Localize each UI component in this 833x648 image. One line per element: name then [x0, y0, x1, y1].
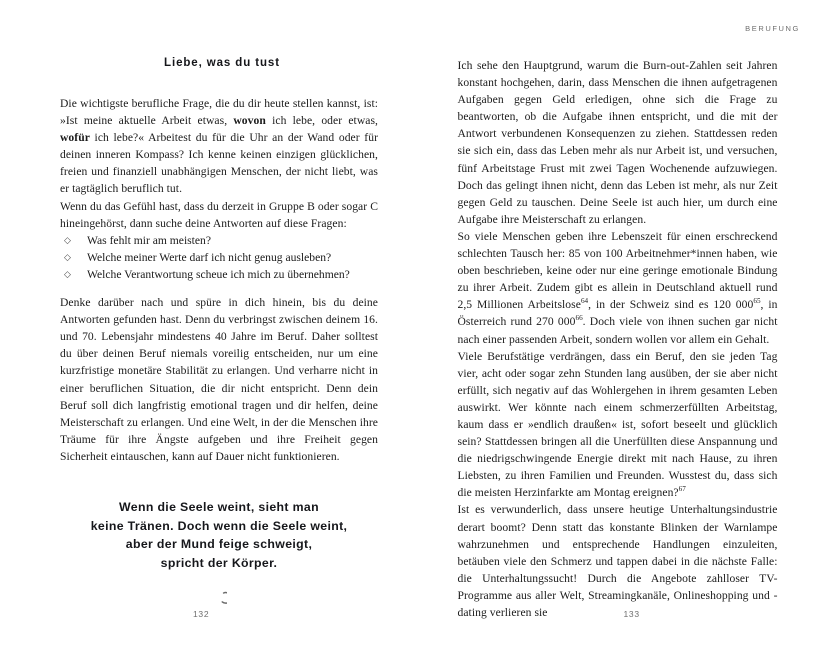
paragraph-3: Denke darüber nach und spüre in dich hinein, bis du deine Antworten gefunden hast. Denn du verbringst zwischen deinem 16. und 70. Lebensjahr mindestens 40 Jahre im Beruf. Daher solltest du über deinen Beruf niemals voreilig entscheiden, nur um eine kurzfristige monetäre Stabilität zu erlangen. Und verharre nicht in einer beruflichen Situation, die dir nicht entspricht. Denn dein Beruf soll dich langfristig emotional tragen und dir helfen, deine Meisterschaft zu erlangen. Und eine Welt, in der die Menschen ihre Träume für ihre Ängste aufgeben und ihre Freiheit gegen Sicherheit eintauschen, kann auf Dauer nicht funktionieren.: [60, 296, 378, 463]
diamond-bullet-icon: ◇: [64, 269, 71, 280]
page-number-left: 132: [193, 609, 210, 619]
paragraph-4: Ist es verwunderlich, dass unsere heutige Unterhaltungsindustrie derart boomt? Denn statt das konstante Blinken der Warnlampe wahrzunehmen und entsprechende Handlungen einzuleiten, betäuben viele den Schmerz und tappen dabei in die nächste Falle: die Unterhaltungssucht! Durch die Angebote zahlloser TV-Programme aus aller Welt, Streamingkanäle, Onlineshopping und -dating verlieren sie: [457, 503, 778, 619]
footnote-ref-64: 64: [580, 297, 589, 306]
pull-quote-line: spricht der Körper.: [160, 555, 278, 570]
footnote-ref-65: 65: [753, 297, 761, 306]
question-list: [60, 232, 378, 283]
paragraph-2-part-a: So viele Menschen geben ihre Lebenszeit für einen erschreckend schlechten Tausch her: 85 von 100 Arbeitnehmer*innen haben, wie oben beschrieben, keine oder nur eine geringe emotionale Bindung zu ihrer Arbeit. Zudem gibt es allein in Deutschland aktuell rund 2,5 Millionen Arbeitslose: [457, 229, 778, 312]
paragraph-3-part-a: Viele Berufstätige verdrängen, dass ein Beruf, den sie jeden Tag vier, acht oder sogar zehn Stunden lang ausüben, der sie aber nicht erfüllt, sich negativ auf das Wohlergehen in ihrem gesamten Leben auswirkt. Wer könnte nach einem schmerzerfüllten Arbeitstag, kaum dass er »endlich draußen« ist, sofort beseelt und glücklich sein? Stattdessen bringen all die Unerfüllten diese Anspannung und die niedrigschwingende Energie direkt mit nach Hause, zu ihren Liebsten, zu ihren Familien und Freunden. Wusstest du, dass sich die meisten Herzinfarkte am Montag ereignen?: [457, 349, 778, 500]
paragraph-1: [60, 95, 378, 198]
right-page-textblock: [458, 57, 778, 621]
page-number-right: 133: [623, 609, 640, 619]
running-head: BERUFUNG: [745, 24, 800, 33]
footnote-ref-66: 66: [575, 314, 583, 323]
paragraph-3: [458, 348, 778, 502]
page-title: Liebe, was du tust: [164, 57, 280, 69]
footnote-ref-67: 67: [678, 485, 686, 494]
diamond-bullet-icon: ◇: [64, 235, 71, 246]
paragraph-1: Ich sehe den Hauptgrund, warum die Burn-out-Zahlen seit Jahren konstant hochgehen, darin, dass Menschen die ihnen aufgetragenen Aufgaben gegen Geld erledigen, ohne sich die Frage zu beantworten, ob die Aufgabe ihnen entspricht, und die mit der Antwort verbundenen Konsequenzen zu ziehen. Stattdessen reden sie sich ein, dass das Leben mehr als nur Arbeit ist, und versuchen, fünf Arbeitstage Frust mit zwei Tagen Wochenende aufzuwiegen. Doch das gelingt ihnen nicht, denn das Leben ist mehr, als nur Zeit gegen Geld zu tauschen. Deine Seele ist auch hier, um durch eine Aufgabe ihre Meisterschaft zu erlangen.: [457, 59, 778, 226]
paragraph-2-part-d: . Doch viele von ihnen suchen gar nicht nach einer passenden Arbeit, sondern wollen vor allem ein Gehalt.: [457, 315, 778, 346]
broken-circle-ornament-icon: [60, 589, 378, 605]
paragraph-2: [458, 228, 778, 348]
list-item: [60, 232, 378, 249]
pull-quote-line: Wenn die Seele weint, sieht man: [119, 499, 319, 514]
pull-quote: [60, 498, 378, 572]
list-item-label: Welche meiner Werte darf ich nicht genug ausleben?: [87, 250, 332, 264]
paragraph-1-part-a: Die wichtigste berufliche Frage, die du dir heute stellen kannst, ist: »Ist meine aktuelle Arbeit etwas,: [60, 97, 378, 128]
list-item: [60, 249, 378, 266]
right-page: [417, 0, 833, 648]
list-item-label: Was fehlt mir am meisten?: [87, 233, 211, 247]
diamond-bullet-icon: ◇: [64, 252, 71, 263]
paragraph-1-part-c: ich lebe?« Arbeitest du für die Uhr an der Wand oder für deinen inneren Kompass? Ich kenne keinen einzigen glücklichen, freien und finanziell unabhängigen Menschen, der nicht liebt, was er tagtäglich beruflich tut.: [60, 131, 378, 196]
paragraph-2-part-b: , in der Schweiz sind es 120 000: [588, 298, 754, 312]
paragraph-1-bold-wofuer: wofür: [60, 131, 90, 145]
pull-quote-line: aber der Mund feige schweigt,: [125, 537, 313, 552]
paragraph-1-bold-wovon: wovon: [233, 114, 266, 128]
left-page-textblock: [60, 57, 378, 605]
paragraph-2: Wenn du das Gefühl hast, dass du derzeit in Gruppe B oder sogar C hineingehörst, dann suche deine Antworten auf diese Fragen:: [60, 199, 378, 230]
paragraph-1-part-b: ich lebe, oder etwas,: [265, 114, 379, 128]
pull-quote-line: keine Tränen. Doch wenn die Seele weint,: [90, 518, 348, 533]
paragraph-2-part-c: , in Österreich rund 270 000: [457, 298, 778, 329]
list-item-label: Welche Verantwortung scheue ich mich zu übernehmen?: [87, 267, 350, 281]
list-item: [60, 266, 378, 283]
